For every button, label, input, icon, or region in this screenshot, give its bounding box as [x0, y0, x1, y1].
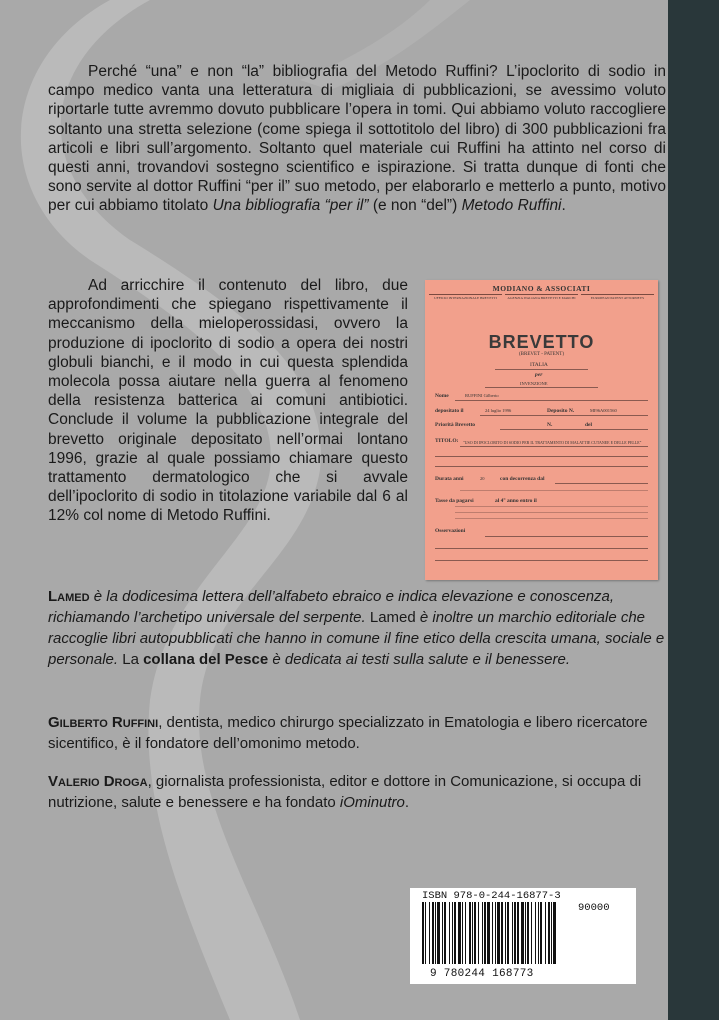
content-paragraph: Ad arricchire il contenuto del libro, due approfondimenti che spiegano rispettivamente il meccanismo della mieloperossidasi, ovvero la produzione di ipoclorito di sodio a opera dei nostri globuli bianchi, e il modo in cui questa splendida molecola possa aiutare nella guerra al fenomeno della resistenza batterica ai comuni antibiotici. Conclude il volume la pubblicazione integrale del brevetto originale depositato nell’ormai lontano 1996, grazie al quale possiamo chiamare questo trattamento dermatologico che si avvale dell’ipoclorito di sodio in titolazione variabile dal 6 al 12% col nome di Metodo Ruffini.	[48, 277, 408, 525]
barcode-bars	[418, 902, 630, 968]
patent-document-image: MODIANO & ASSOCIATI UFFICIO INTERNAZIONALE BREVETTI AGENZIA ITALIANA BREVETTI E MARCHI EUROPEAN PATENT ATTORNEYS BREVETTO (BREVET - PATENT) ITALIA per INVENZIONE Nome RUFFINI Gilberto depositato il 24 luglio 1996 Deposito N. MI96A001560 Priorità Brevetto N. del TITOLO: "USO DI IPOCLORITO DI SODIO PER IL TRATTAMENTO DI MALATTIE CUTANEE E DELLE PELLE" Durata anni 20 con decorrenza dal Tasse da pagarsi al 4° anno entro il Osservazioni	[425, 280, 658, 580]
author-bio-ruffini: Gilberto Ruffini, dentista, medico chirurgo specializzato in Ematologia e libero ricercatore sicentifico, è il fondatore dell’omonimo metodo.	[48, 714, 648, 752]
author-bio-droga: Valerio Droga, giornalista professionista, editor e dottore in Comunicazione, si occupa di nutrizione, salute e benessere e ha fondato iOminutro.	[48, 773, 642, 811]
book-spine	[668, 0, 719, 1020]
lamed-paragraph: Lamed è la dodicesima lettera dell’alfabeto ebraico e indica elevazione e conoscenza, richiamando l’archetipo universale del serpente. Lamed è inoltre un marchio editoriale che raccoglie libri autopubblicati che hanno in comune il fine etico della crescita umana, sociale e personale. La collana del Pesce è dedicata ai testi sulla salute e il benessere.	[48, 588, 665, 668]
intro-paragraph: Perché “una” e non “la” bibliografia del Metodo Ruffini? L’ipoclorito di sodio in campo medico vanta una letteratura di migliaia di pubblicazioni, se avessimo voluto riportarle tutte avremmo dovuto pubblicare l’opera in tomi. Qui abbiamo voluto raccogliere soltanto una stretta selezione (come spiega il sottotitolo del libro) di 300 pubblicazioni fra articoli e libri sull’argomento. Soltanto quel materiale cui Ruffini ha attinto nel corso di questi anni, trovandovi sostegno scientifico e ispirazione. Si tratta dunque di fonti che sono servite al dottor Ruffini “per il” suo metodo, per elaborarlo e metterlo a punto, motivo per cui abbiamo titolato Una bibliografia “per il” (e non “del”) Metodo Ruffini.	[48, 63, 666, 215]
isbn-barcode: ISBN 978-0-244-16877-3 90000 9 780244 168773	[410, 888, 636, 984]
